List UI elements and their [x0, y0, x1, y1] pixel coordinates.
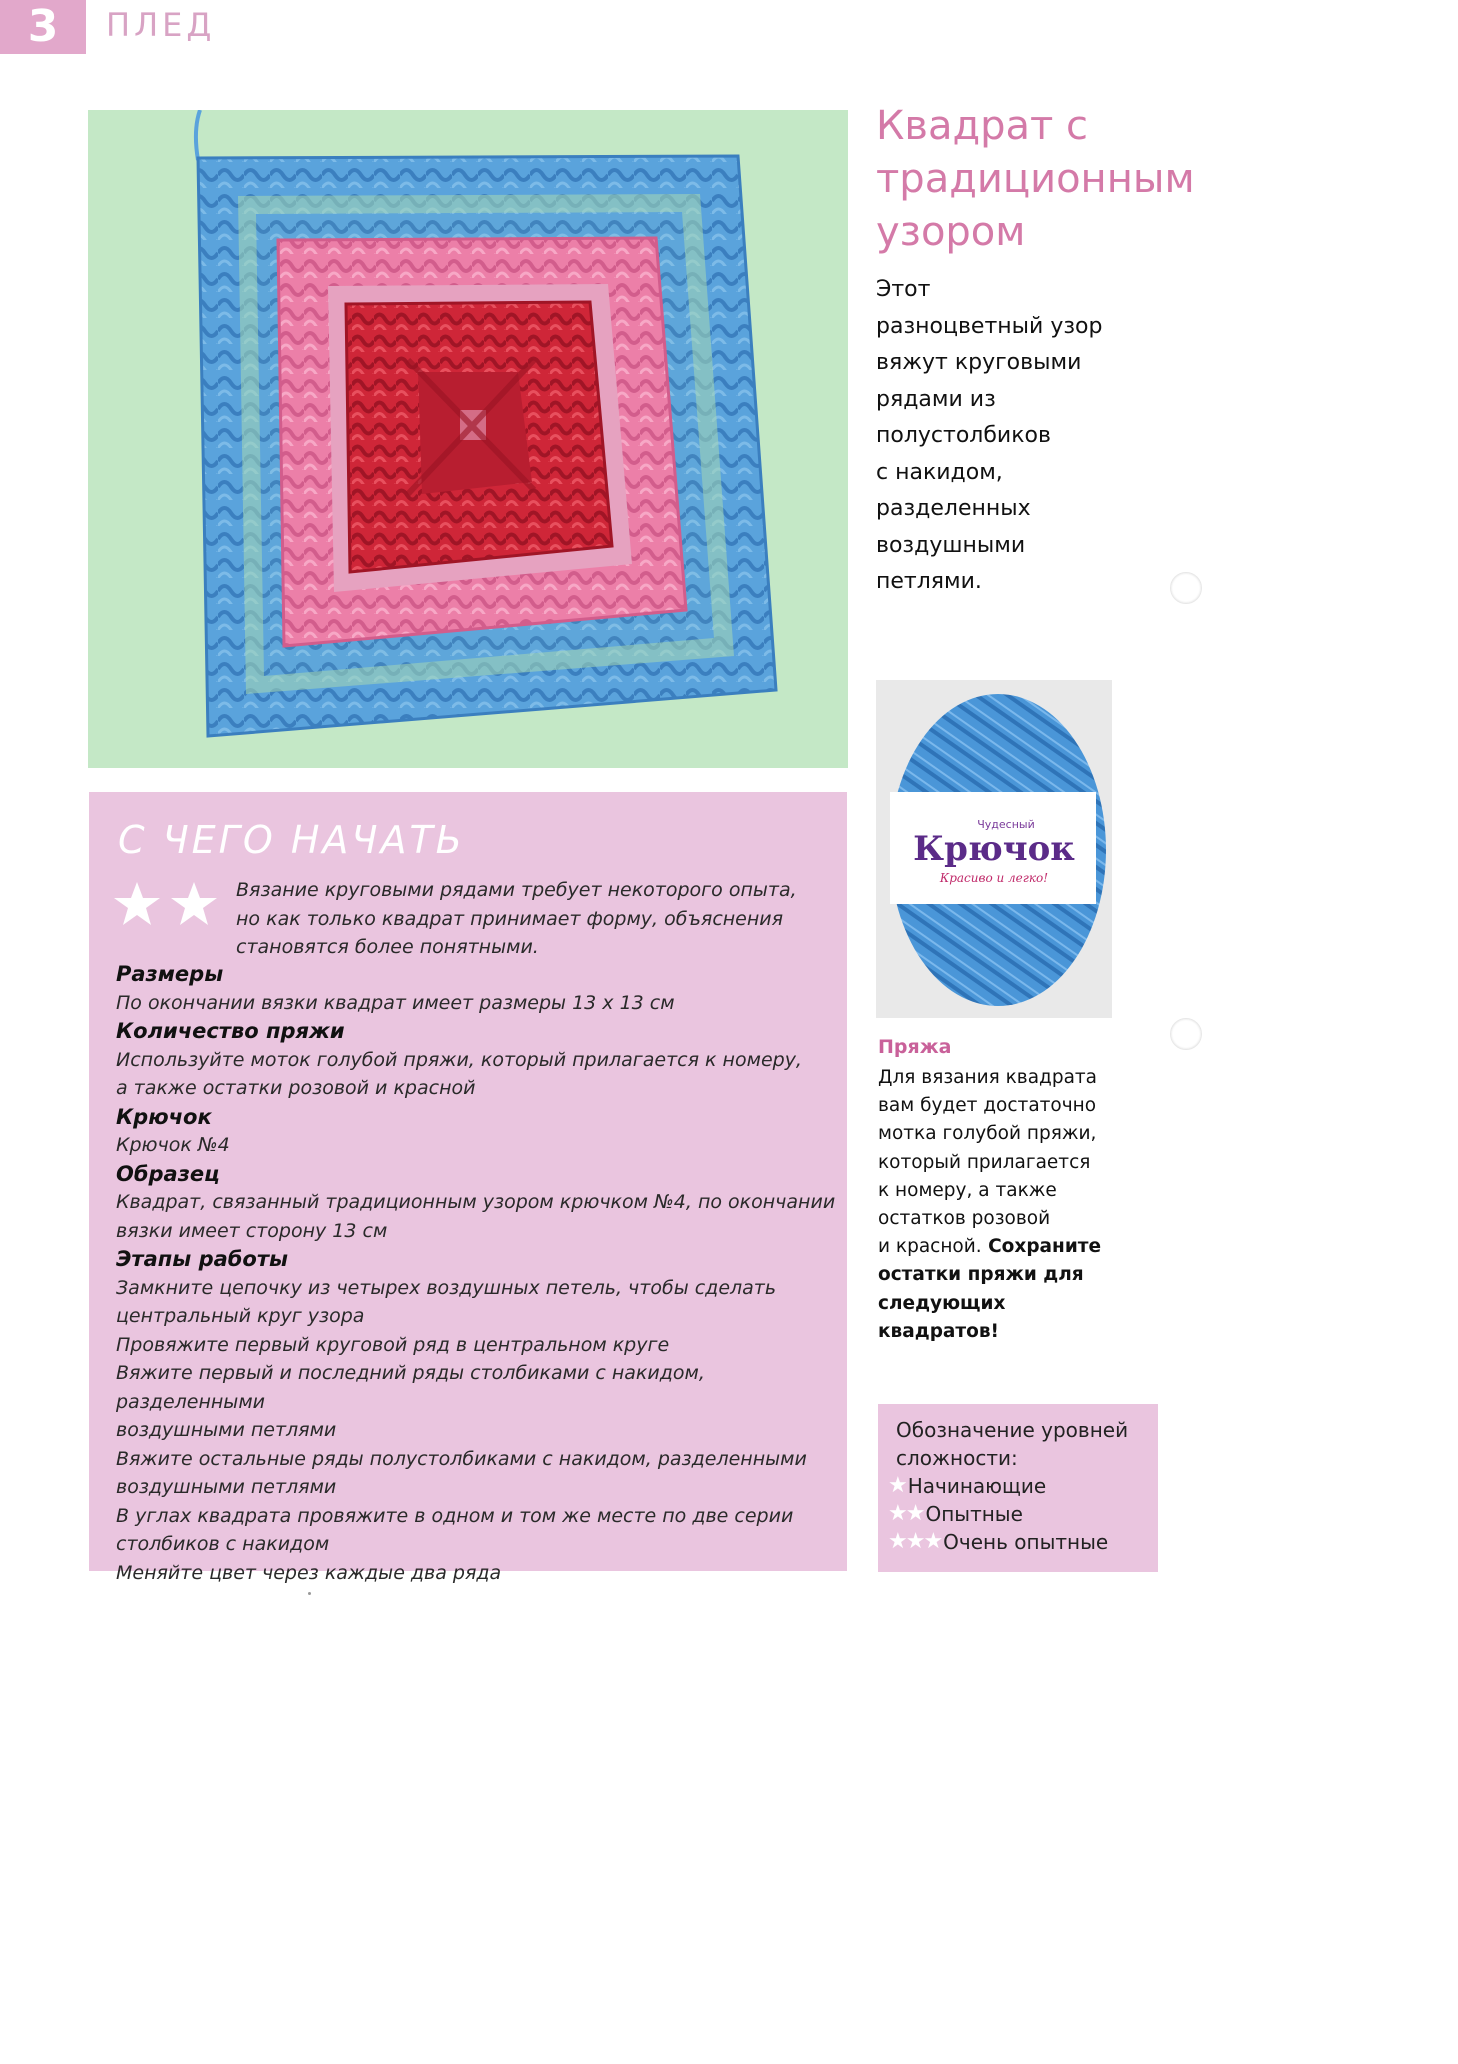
- yarn-label-brand-small: Чудесный: [977, 818, 1035, 831]
- intro-line: разноцветный узор: [876, 313, 1103, 339]
- spec-list: [116, 960, 836, 1587]
- yarn-bold-line: квадратов!: [878, 1320, 999, 1342]
- spec-line: столбиков с накидом: [116, 1533, 330, 1555]
- star-icon: ★★★: [888, 1529, 942, 1554]
- yarn-line: который прилагается: [878, 1151, 1091, 1173]
- spec-line: Вяжите первый и последний ряды столбиками с накидом, разделенными: [116, 1362, 705, 1413]
- intro-line: воздушными: [876, 532, 1026, 558]
- legend-row-expert: [888, 1528, 1108, 1556]
- yarn-label-brand: Крючок: [913, 829, 1075, 869]
- legend-label: Очень опытные: [943, 1530, 1109, 1554]
- spec-line: Крючок №4: [116, 1134, 230, 1156]
- yarn-line: остатков розовой: [878, 1208, 1051, 1230]
- yarn-bold-line: следующих: [878, 1292, 1006, 1314]
- intro-line: рядами из: [876, 386, 996, 412]
- legend-row-beginner: [888, 1472, 1046, 1500]
- difficulty-line: но как только квадрат принимает форму, объяснения: [236, 907, 784, 930]
- spec-line: воздушными петлями: [116, 1476, 337, 1498]
- legend-row-experienced: [888, 1500, 1023, 1528]
- yarn-line: мотка голубой пряжи,: [878, 1123, 1097, 1145]
- spec-line: Провяжите первый круговой ряд в центральном круге: [116, 1333, 670, 1356]
- binder-hole: [1170, 572, 1202, 604]
- yarn-line: к номеру, а также: [878, 1179, 1057, 1201]
- legend-label: Опытные: [925, 1502, 1023, 1526]
- intro-line: полустолбиков: [876, 423, 1051, 448]
- spec-line: воздушными петлями: [116, 1419, 337, 1441]
- intro-line: разделенных: [876, 496, 1031, 521]
- star-icon: ★: [888, 1473, 906, 1498]
- legend-title-line: Обозначение уровней: [896, 1418, 1129, 1442]
- difficulty-line: становятся более понятными.: [236, 936, 539, 958]
- yarn-bold-line: остатки пряжи для: [878, 1264, 1084, 1286]
- intro-line: вяжут круговыми: [876, 350, 1082, 375]
- intro-line: петлями.: [876, 569, 982, 594]
- yarn-line-plain: и красной.: [878, 1236, 982, 1258]
- title-line: узором: [876, 209, 1026, 255]
- spec-line: а также остатки розовой и красной: [116, 1077, 476, 1099]
- yarn-label-tagline: Красиво и легко!: [939, 871, 1049, 885]
- binder-hole: [1170, 1018, 1202, 1050]
- spec-line: Используйте моток голубой пряжи, который прилагается к номеру,: [116, 1048, 802, 1071]
- yarn-ball-illustration: [876, 680, 1112, 1018]
- star-icon: ★★: [888, 1501, 924, 1526]
- spec-line: Меняйте цвет через каждые два ряда: [116, 1561, 502, 1584]
- difficulty-line: Вязание круговыми рядами требует некоторого опыта,: [236, 879, 797, 901]
- start-heading: С ЧЕГО НАЧАТЬ: [118, 818, 465, 862]
- difficulty-text: [236, 876, 836, 962]
- spec-title-yarn-amount: Количество пряжи: [116, 1019, 345, 1043]
- section-label: ПЛЕД: [106, 6, 216, 44]
- legend-title-line: сложности:: [896, 1446, 1018, 1470]
- two-stars-icon: [112, 880, 222, 930]
- intro-line: Этот: [876, 277, 931, 302]
- yarn-line: [878, 1233, 1128, 1261]
- page-number: 3: [0, 0, 86, 54]
- yarn-line: Для вязания квадрата: [878, 1067, 1098, 1088]
- spec-title-steps: Этапы работы: [116, 1247, 289, 1271]
- yarn-line: вам будет достаточно: [878, 1095, 1097, 1117]
- spec-line: центральный круг узора: [116, 1305, 365, 1327]
- spec-line: Замкните цепочку из четырех воздушных петель, чтобы сделать: [116, 1276, 777, 1299]
- spec-line: Вяжите остальные ряды полустолбиками с накидом, разделенными: [116, 1447, 807, 1470]
- granny-square-photo: [88, 110, 848, 768]
- granny-square-illustration: [88, 110, 848, 768]
- yarn-text: [878, 1064, 1128, 1346]
- print-speck: [308, 1592, 311, 1595]
- spec-line: Квадрат, связанный традиционным узором крючком №4, по окончании: [116, 1191, 836, 1213]
- spec-line: В углах квадрата провяжите в одном и том же месте по две серии: [116, 1504, 794, 1527]
- legend-label: Начинающие: [907, 1474, 1047, 1498]
- title-line: Квадрат с: [876, 103, 1089, 149]
- spec-line: По окончании вязки квадрат имеет размеры 13 x 13 см: [116, 991, 675, 1014]
- spec-title-hook: Крючок: [116, 1104, 212, 1129]
- yarn-line-bold: Сохраните: [981, 1236, 1102, 1258]
- article-title: [876, 100, 1196, 259]
- yarn-ball-photo: [876, 680, 1112, 1018]
- legend-title: [896, 1416, 1152, 1472]
- article-intro: [876, 272, 1176, 601]
- title-line: традиционным: [876, 156, 1195, 202]
- spec-line: вязки имеет сторону 13 см: [116, 1219, 388, 1242]
- spec-title-sample: Образец: [116, 1161, 220, 1186]
- spec-title-size: Размеры: [116, 962, 224, 986]
- yarn-heading: Пряжа: [878, 1036, 952, 1058]
- intro-line: с накидом,: [876, 459, 1003, 485]
